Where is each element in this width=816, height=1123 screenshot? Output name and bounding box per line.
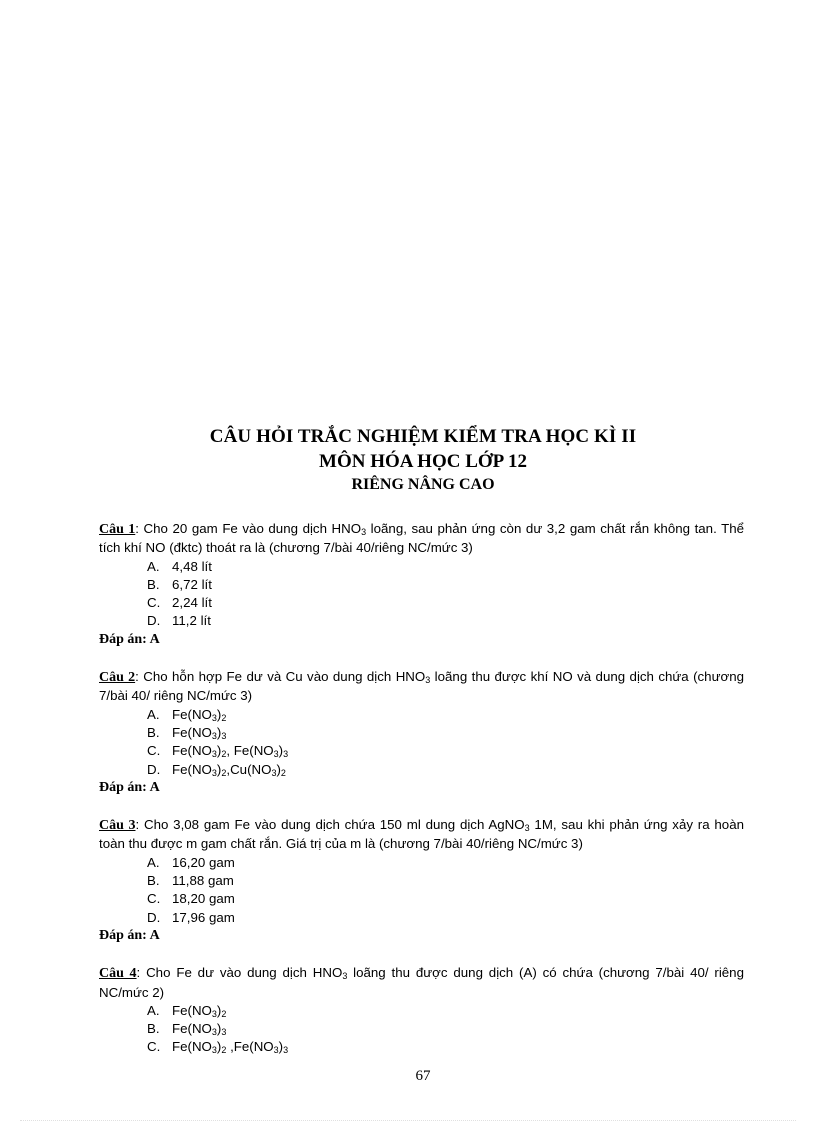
- answer-key: Đáp án: A: [99, 631, 160, 647]
- title-line-2: MÔN HÓA HỌC LỚP 12: [319, 451, 527, 472]
- answer-key: Đáp án: A: [99, 779, 160, 795]
- option-text: $Fe(NO_3)_2$: [172, 1002, 227, 1019]
- option-list: [99, 706, 744, 779]
- title-line-1: CÂU HỎI TRẮC NGHIỆM KIỂM TRA HỌC KÌ II: [209, 426, 637, 447]
- question-list: [99, 520, 744, 1057]
- title-line-3: RIÊNG NÂNG CAO: [351, 476, 495, 493]
- question-block: [99, 520, 744, 649]
- answer-option: [99, 909, 744, 927]
- answer-option: [99, 1038, 744, 1056]
- answer-option: [99, 854, 744, 872]
- option-text: $Fe(NO_3)_3$: [172, 724, 227, 741]
- answer-option: [99, 576, 744, 594]
- option-text: $Fe(NO_3)_2$: [172, 706, 227, 723]
- option-list: [99, 1002, 744, 1057]
- option-text: $Fe(NO_3)_2$, $Fe(NO_3)_3$: [172, 743, 289, 760]
- answer-option: [99, 742, 744, 760]
- option-letter: D.: [147, 909, 161, 925]
- answer-option: [99, 1002, 744, 1020]
- option-letter: C.: [147, 1039, 161, 1055]
- question-block: [99, 816, 744, 945]
- answer-option: [99, 558, 744, 576]
- option-letter: D.: [147, 613, 161, 629]
- answer-option: [99, 761, 744, 779]
- option-text: 11,2 lít: [172, 613, 211, 629]
- title-block: [0, 424, 816, 496]
- option-text: $Fe(NO_3)_2,Cu(NO_3)_2$: [172, 761, 286, 778]
- question-text: : Cho 3,08 gam Fe vào dung dịch chứa 150 ml dung dịch AgNO$_3$ 1M, sau khi phản ứng xảy ra hoàn toàn thu được m gam chất rắn. Giá trị của m là (chương 7/bài 40/riêng NC/mức 3): [99, 817, 744, 852]
- question-text: : Cho Fe dư vào dung dịch $HNO_3$ loãng thu được dung dịch (A) có chứa (chương 7/bài 40/ riêng NC/mức 2): [99, 965, 744, 1000]
- answer-option: [99, 612, 744, 630]
- page-number: 67: [415, 1068, 431, 1084]
- question-block: [99, 964, 744, 1056]
- option-letter: A.: [147, 706, 160, 722]
- option-letter: A.: [147, 854, 160, 870]
- option-list: [99, 854, 744, 927]
- option-letter: C.: [147, 743, 161, 759]
- answer-option: [99, 724, 744, 742]
- option-letter: B.: [147, 576, 160, 592]
- option-letter: B.: [147, 724, 160, 740]
- option-text: 11,88 gam: [172, 873, 234, 889]
- question-label: Câu 1: [99, 522, 136, 537]
- question-label: Câu 3: [99, 818, 136, 834]
- question-stem: [99, 964, 744, 1002]
- option-letter: B.: [147, 873, 160, 889]
- question-text: : Cho 20 gam Fe vào dung dịch $HNO_3$ loãng, sau phản ứng còn dư 3,2 gam chất rắn không tan. Thể tích khí NO (đktc) thoát ra là (chương 7/bài 40/riêng NC/mức 3): [99, 521, 745, 556]
- option-letter: D.: [147, 761, 161, 777]
- option-letter: B.: [147, 1021, 160, 1037]
- option-letter: C.: [147, 595, 161, 611]
- answer-option: [99, 890, 744, 908]
- answer-option: [99, 706, 744, 724]
- option-text: $Fe(NO_3)_2$ $,Fe(NO_3)_3$: [172, 1039, 289, 1056]
- option-text: 2,24 lít: [172, 595, 212, 611]
- answer-option: [99, 872, 744, 890]
- question-label: Câu 2: [99, 670, 136, 686]
- option-letter: A.: [147, 1002, 160, 1018]
- question-text: : Cho hỗn hợp Fe dư và Cu vào dung dịch $HNO_3$ loãng thu được khí NO và dung dịch chứa (chương 7/bài 40/ riêng NC/mức 3): [99, 669, 744, 704]
- question-label: Câu 4: [99, 966, 137, 982]
- option-text: 17,96 gam: [172, 909, 235, 925]
- page-bottom-rule: [20, 1120, 796, 1121]
- option-text: 4,48 lít: [172, 558, 212, 574]
- answer-key: Đáp án: A: [99, 927, 160, 943]
- question-stem: [99, 520, 744, 558]
- option-text: 16,20 gam: [172, 854, 235, 870]
- option-text: 18,20 gam: [172, 891, 235, 907]
- answer-option: [99, 1020, 744, 1038]
- option-text: 6,72 lít: [172, 576, 212, 592]
- question-block: [99, 668, 744, 797]
- option-text: $Fe(NO_3)_3$: [172, 1021, 227, 1038]
- option-list: [99, 558, 744, 631]
- question-stem: [99, 816, 744, 854]
- option-letter: A.: [147, 558, 160, 574]
- option-letter: C.: [147, 891, 161, 907]
- answer-option: [99, 594, 744, 612]
- question-stem: [99, 668, 744, 706]
